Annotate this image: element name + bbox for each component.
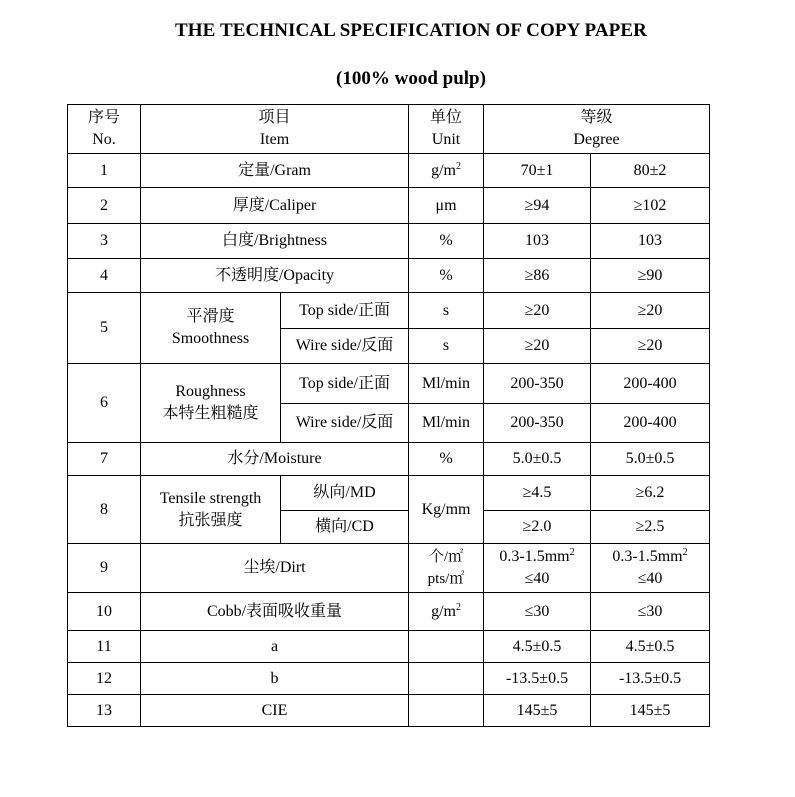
row-degree-70: 200-350: [484, 364, 591, 404]
row-degree-70: 200-350: [484, 404, 591, 443]
row-degree-80: 5.0±0.5: [591, 443, 710, 476]
row-subitem: 横向/CD: [281, 511, 409, 544]
row-no: 4: [68, 259, 141, 293]
row-degree-70: ≥4.5: [484, 476, 591, 511]
row-degree-80: 200-400: [591, 364, 710, 404]
row-no: 7: [68, 443, 141, 476]
row-no: 11: [68, 631, 141, 663]
row-degree-70: -13.5±0.5: [484, 663, 591, 695]
row-no: 1: [68, 154, 141, 188]
row-unit: [409, 695, 484, 727]
row-unit: %: [409, 224, 484, 259]
row-unit: s: [409, 329, 484, 364]
row-degree-80: ≥2.5: [591, 511, 710, 544]
row-unit: %: [409, 259, 484, 293]
row-unit: %: [409, 443, 484, 476]
table-row: [68, 663, 710, 695]
row-degree-80: ≤30: [591, 593, 710, 631]
row-item: 水分/Moisture: [141, 443, 409, 476]
row-degree-80: 80±2: [591, 154, 710, 188]
row-subitem: Wire side/反面: [281, 404, 409, 443]
row-no: 3: [68, 224, 141, 259]
row-item: 尘埃/Dirt: [141, 544, 409, 593]
table-row: [68, 224, 710, 259]
row-item: 厚度/Caliper: [141, 188, 409, 224]
table-row: [68, 259, 710, 293]
header-no: 序号 No.: [68, 105, 141, 154]
row-subitem: Top side/正面: [281, 364, 409, 404]
row-no: 10: [68, 593, 141, 631]
row-degree-70: $0.3-1.5mm^2$ ≤40: [484, 544, 591, 593]
row-degree-80: 103: [591, 224, 710, 259]
row-item: 定量/Gram: [141, 154, 409, 188]
row-unit: 个/㎡ pts/㎡: [409, 544, 484, 593]
row-degree-80: ≥90: [591, 259, 710, 293]
row-subitem: 纵向/MD: [281, 476, 409, 511]
row-item: Tensile strength 抗张强度: [141, 476, 281, 544]
row-item: CIE: [141, 695, 409, 727]
table-row: [68, 154, 710, 188]
row-item: 白度/Brightness: [141, 224, 409, 259]
row-item: Cobb/表面吸收重量: [141, 593, 409, 631]
row-degree-70: ≥2.0: [484, 511, 591, 544]
row-item: 平滑度 Smoothness: [141, 293, 281, 364]
row-unit: Ml/min: [409, 404, 484, 443]
row-no: 9: [68, 544, 141, 593]
row-unit: Ml/min: [409, 364, 484, 404]
row-item: 不透明度/Opacity: [141, 259, 409, 293]
row-degree-80: ≥6.2: [591, 476, 710, 511]
document-title: THE TECHNICAL SPECIFICATION OF COPY PAPER: [175, 20, 647, 41]
header-unit: 单位 Unit: [409, 105, 484, 154]
row-degree-70: 5.0±0.5: [484, 443, 591, 476]
document-subtitle: (100% wood pulp): [336, 68, 486, 89]
row-degree-70: ≥20: [484, 329, 591, 364]
row-degree-80: -13.5±0.5: [591, 663, 710, 695]
row-no: 6: [68, 364, 141, 443]
table-row: [68, 593, 710, 631]
row-item: a: [141, 631, 409, 663]
row-unit: $g/m^2$: [409, 154, 484, 188]
row-degree-70: 4.5±0.5: [484, 631, 591, 663]
row-item: b: [141, 663, 409, 695]
row-subitem: Top side/正面: [281, 293, 409, 329]
row-no: 5: [68, 293, 141, 364]
row-degree-70: ≥86: [484, 259, 591, 293]
row-item: Roughness 本特生粗糙度: [141, 364, 281, 443]
row-unit: [409, 663, 484, 695]
table-row: [68, 293, 710, 329]
row-degree-80: ≥20: [591, 329, 710, 364]
specification-table: [67, 104, 710, 727]
header-degree: 等级 Degree: [484, 105, 710, 154]
row-degree-80: 145±5: [591, 695, 710, 727]
row-degree-80: ≥20: [591, 293, 710, 329]
row-degree-70: ≤30: [484, 593, 591, 631]
row-degree-70: 70±1: [484, 154, 591, 188]
table-row: [68, 544, 710, 593]
table-header-row: [68, 105, 710, 154]
row-degree-70: ≥94: [484, 188, 591, 224]
row-degree-80: $0.3-1.5mm^2$ ≤40: [591, 544, 710, 593]
row-unit: Kg/mm: [409, 476, 484, 544]
table-row: [68, 188, 710, 224]
row-degree-80: 200-400: [591, 404, 710, 443]
row-degree-70: 145±5: [484, 695, 591, 727]
table-row: [68, 631, 710, 663]
table-row: [68, 443, 710, 476]
row-unit: [409, 631, 484, 663]
row-subitem: Wire side/反面: [281, 329, 409, 364]
table-row: [68, 364, 710, 404]
row-degree-70: 103: [484, 224, 591, 259]
row-no: 8: [68, 476, 141, 544]
table-row: [68, 695, 710, 727]
row-degree-70: ≥20: [484, 293, 591, 329]
row-no: 13: [68, 695, 141, 727]
row-no: 12: [68, 663, 141, 695]
row-no: 2: [68, 188, 141, 224]
row-unit: μm: [409, 188, 484, 224]
row-unit: s: [409, 293, 484, 329]
row-degree-80: 4.5±0.5: [591, 631, 710, 663]
header-item: 项目 Item: [141, 105, 409, 154]
table-row: [68, 476, 710, 511]
row-degree-80: ≥102: [591, 188, 710, 224]
row-unit: $g/m^2$: [409, 593, 484, 631]
